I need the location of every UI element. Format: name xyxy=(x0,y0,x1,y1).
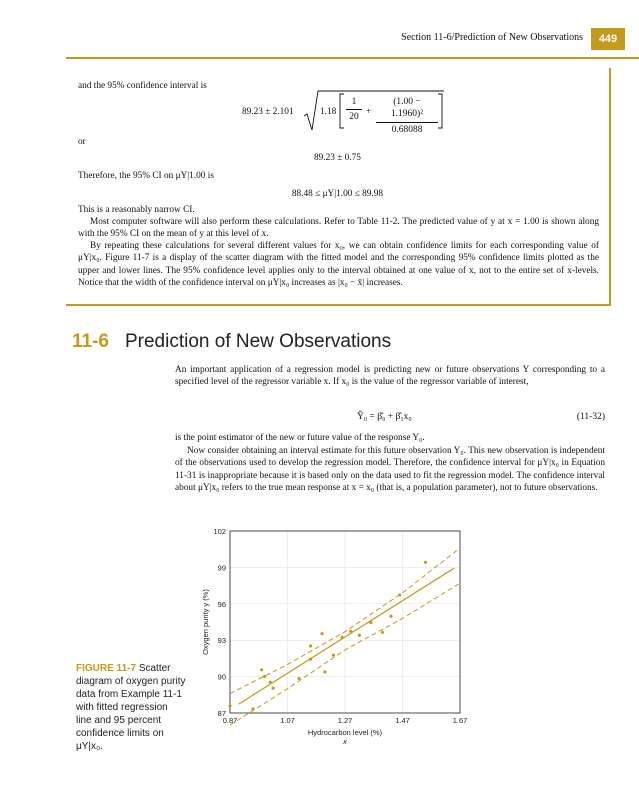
data-point xyxy=(263,675,266,678)
data-point xyxy=(369,621,372,624)
box-para-2: By repeating these calculations for several different values for x₀, we can obtain confidence limits for each corresponding value of μY|x₀. Figure 11-7 is a display of the scatter diagram with the fitted model and the corresponding 95% confidence limits plotted as the upper and lower lines. The 95% confidence level applies only to the interval obtained at one value of x, not to the entire set of x-levels. Notice that the width of the confidence interval on μY|x₀ increases as |x₀ − x̄| increases. xyxy=(78,241,599,288)
therefore-text: Therefore, the 95% CI on μY|1.00 is xyxy=(78,171,214,181)
scatter-chart xyxy=(196,526,476,746)
data-point xyxy=(389,615,392,618)
eq2-expression: Ŷ₀ = β̂₀ + β̂₁x₀ xyxy=(357,412,412,422)
data-point xyxy=(341,636,344,639)
data-point xyxy=(398,593,401,596)
x-tick-label: 1.07 xyxy=(280,716,295,725)
data-point xyxy=(323,670,326,673)
data-point xyxy=(349,630,352,633)
frac1-den: 20 xyxy=(349,112,359,123)
section-number: 11-6 xyxy=(72,331,109,352)
y-axis-label: Oxygen purity y (%) xyxy=(201,589,210,655)
eq-sigma: 1.18 xyxy=(320,107,337,117)
x-axis-label: Hydrocarbon level (%) xyxy=(307,728,383,737)
eq-frac1 xyxy=(346,96,362,124)
data-point xyxy=(358,634,361,637)
y-tick-label: 93 xyxy=(217,636,226,646)
frac2-num: (1.00 − 1.1960)² xyxy=(390,97,424,120)
data-point xyxy=(251,707,254,710)
data-point xyxy=(309,658,312,661)
data-point xyxy=(272,687,275,690)
data-point xyxy=(424,561,427,564)
grid xyxy=(230,531,460,713)
data-point xyxy=(320,632,323,635)
data-point xyxy=(332,654,335,657)
top-rule xyxy=(66,57,639,59)
y-tick-label: 96 xyxy=(217,599,226,609)
figure-caption xyxy=(76,662,186,753)
x-tick-label: 1.27 xyxy=(337,716,353,725)
data-point xyxy=(269,681,272,684)
ci-result-1: 89.23 ± 0.75 xyxy=(314,153,361,163)
y-tick-label: 102 xyxy=(213,527,226,536)
frac2-den: 0.68088 xyxy=(391,124,423,135)
ci-equation xyxy=(242,90,442,135)
x-tick-label: 0.87 xyxy=(222,716,238,725)
x-axis-symbol: x xyxy=(343,737,347,746)
eq2-number: (11-32) xyxy=(576,412,605,422)
body-para-3: Now consider obtaining an interval estimate for this future observation Y₀. This new observation is independent of the observations used to develop the regression model. Therefore, the confidence interval for μY|x₀ in Equation 11-31 is inappropriate because it is based only on the data used to fit the regression model. The confidence interval about μY|x₀ refers to the true mean response at x = x₀ (that is, a population parameter), not to future observations. xyxy=(175,446,605,493)
x-tick-label: 1.67 xyxy=(452,716,468,725)
example-box xyxy=(66,68,611,306)
box-para-1: Most computer software will also perform these calculations. Refer to Table 11-2. The predicted value of y at x = 1.00 is shown along with the 95% CI on the mean of y at this level of x. xyxy=(78,217,599,240)
running-title: Section 11-6/Prediction of New Observations xyxy=(401,32,583,43)
y-tick-label: 99 xyxy=(217,563,226,573)
eq-frac2 xyxy=(376,96,438,136)
eq-plus: + xyxy=(366,107,372,117)
data-points xyxy=(228,561,427,711)
figure-caption-text: Scatter diagram of oxygen purity data from Example 11-1 with fitted regression line and 95 percent confidence limits on μY|x₀. xyxy=(76,663,186,752)
x-tick-label: 1.47 xyxy=(395,716,410,725)
body-para-2: is the point estimator of the new or future value of the response Y₀. xyxy=(175,433,425,443)
ci-result-2: 88.48 ≤ μY|1.00 ≤ 89.98 xyxy=(291,189,384,199)
data-point xyxy=(297,677,300,680)
ci-intro: and the 95% confidence interval is xyxy=(78,81,207,91)
data-point xyxy=(260,668,263,671)
eq-lhs: 89.23 ± 2.101 xyxy=(242,107,294,117)
section-heading xyxy=(72,331,391,353)
data-point xyxy=(309,644,312,647)
frac1-num: 1 xyxy=(351,97,357,107)
narrow-text: This is a reasonably narrow CI. xyxy=(78,205,195,215)
running-header xyxy=(0,28,639,50)
data-point xyxy=(381,631,384,634)
figure-label: FIGURE 11-7 xyxy=(76,663,137,674)
or-text: or xyxy=(78,137,86,147)
body-para-1: An important application of a regression model is predicting new or future observations Y corresponding to a specified level of the regressor variable x. If x₀ is the value of the regressor variable of interest, xyxy=(175,365,605,388)
section-title: Prediction of New Observations xyxy=(124,331,392,352)
fitted-line xyxy=(239,568,455,704)
y-tick-label: 87 xyxy=(217,709,226,718)
data-point xyxy=(228,704,231,707)
page-number: 449 xyxy=(591,28,625,50)
y-tick-label: 90 xyxy=(217,672,226,682)
